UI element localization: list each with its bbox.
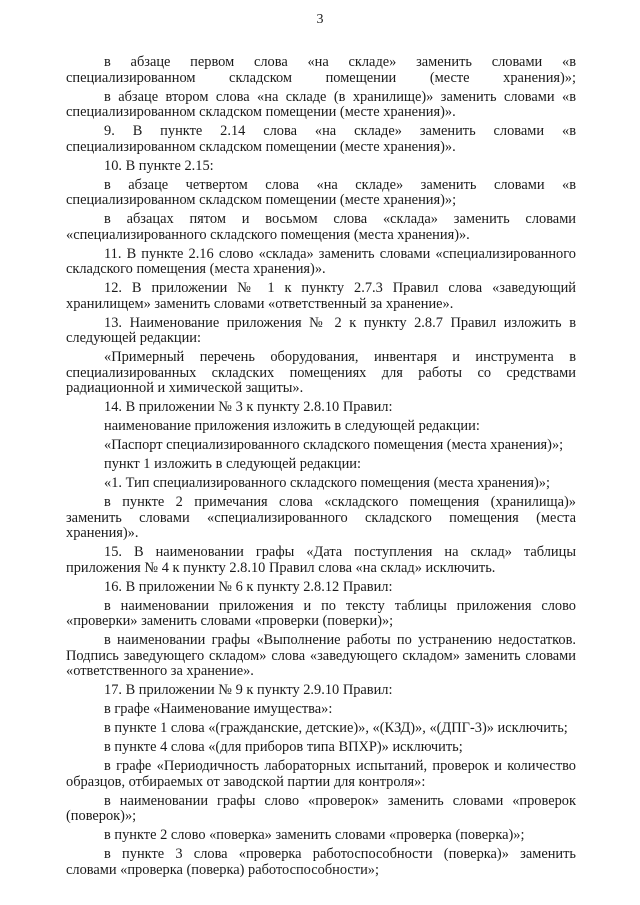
- paragraph: 15. В наименовании графы «Дата поступления на склад» таблицы приложения № 4 к пункту 2.8.10 Правил слова «на склад» исключить.: [66, 544, 576, 576]
- paragraph: в пункте 3 слова «проверка работоспособности (поверка)» заменить словами «проверка (поверка) работоспособности»;: [66, 846, 576, 878]
- paragraph: в абзаце четвертом слова «на складе» заменить словами «в специализированном складском помещении (месте хранения)»;: [66, 176, 576, 208]
- paragraph: 16. В приложении № 6 к пункту 2.8.12 Правил:: [104, 578, 393, 595]
- paragraph: «Примерный перечень оборудования, инвентаря и инструмента в специализированных складских помещениях для работы со средствами радиационной и химической защиты».: [66, 349, 576, 396]
- paragraph: в наименовании графы «Выполнение работы по устранению недостатков. Подпись заведующего складом» слова «заведующего складом» заменить словами «ответственного за хранение».: [66, 632, 576, 679]
- paragraph: в графе «Периодичность лабораторных испытаний, проверок и количество образцов, отбираемых от заводской партии для контроля»:: [66, 758, 576, 790]
- paragraph: в пункте 2 слово «поверка» заменить словами «проверка (поверка)»;: [104, 827, 525, 843]
- paragraph: 17. В приложении № 9 к пункту 2.9.10 Правил:: [104, 682, 393, 698]
- paragraph: в абзаце первом слова «на складе» заменить словами «в специализированном складском помещении (месте хранения)»;: [66, 54, 576, 86]
- paragraph: «1. Тип специализированного складского помещения (места хранения)»;: [104, 475, 551, 491]
- paragraph: в пункте 1 слова «(гражданские, детские)», «(КЗД)», «(ДПГ-3)» исключить;: [104, 720, 568, 736]
- paragraph: пункт 1 изложить в следующей редакции:: [104, 456, 361, 472]
- paragraph: в абзацах пятом и восьмом слова «склада» заменить словами «специализированного складского помещения (места хранения)».: [66, 211, 576, 243]
- paragraph: 10. В пункте 2.15:: [104, 157, 214, 174]
- paragraph: наименование приложения изложить в следующей редакции:: [104, 418, 480, 434]
- paragraph: в абзаце втором слова «на складе (в хранилище)» заменить словами «в специализированном складском помещении (месте хранения)».: [66, 88, 576, 120]
- paragraph: «Паспорт специализированного складского помещения (места хранения)»;: [104, 437, 564, 453]
- paragraph: 12. В приложении № 1 к пункту 2.7.3 Правил слова «заведующий хранилищем» заменить словами «ответственный за хранение».: [66, 280, 576, 312]
- paragraph: 9. В пункте 2.14 слова «на складе» заменить словами «в специализированном складском помещении (месте хранения)».: [66, 123, 576, 155]
- paragraph: в наименовании приложения и по тексту таблицы приложения слово «проверки» заменить словами «проверки (поверки)»;: [66, 597, 576, 629]
- paragraph: в пункте 2 примечания слова «складского помещения (хранилища)» заменить словами «специализированного складского помещения (места хранения)».: [66, 494, 576, 541]
- paragraph: в наименовании графы слово «проверок» заменить словами «проверок (поверок)»;: [66, 792, 576, 824]
- paragraph: 13. Наименование приложения № 2 к пункту 2.8.7 Правил изложить в следующей редакции:: [66, 314, 576, 346]
- paragraph: в пункте 4 слова «(для приборов типа ВПХР)» исключить;: [104, 739, 463, 755]
- paragraph: 14. В приложении № 3 к пункту 2.8.10 Правил:: [104, 399, 393, 415]
- page-number: 3: [316, 12, 324, 27]
- document-body: [66, 55, 576, 882]
- paragraph: в графе «Наименование имущества»:: [104, 701, 333, 717]
- paragraph: 11. В пункте 2.16 слово «склада» заменить словами «специализированного складского помещения (места хранения)».: [66, 245, 576, 277]
